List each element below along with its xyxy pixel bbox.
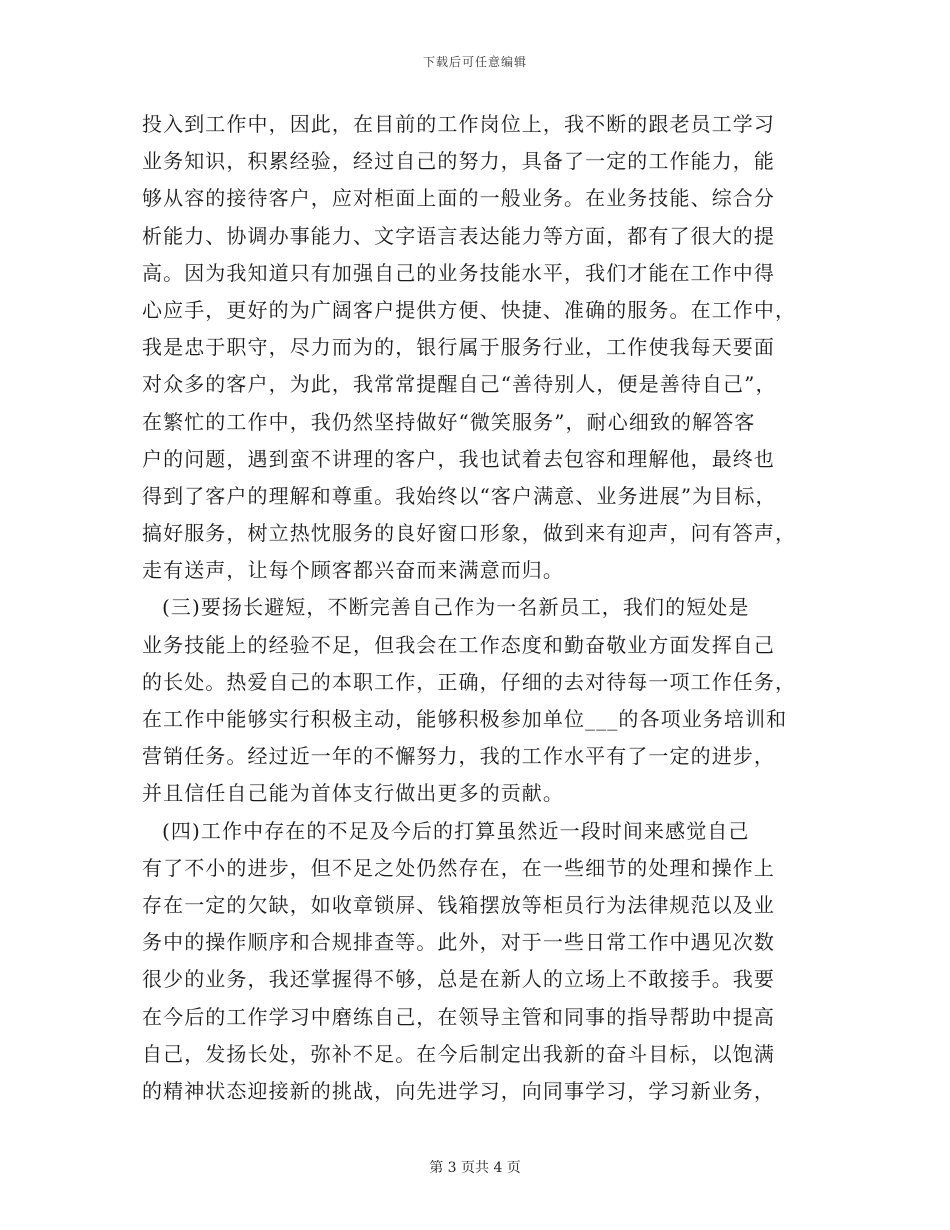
text-line: 我是忠于职守，尽力而为的，银行属于服务行业，工作使我每天要面 bbox=[142, 335, 775, 360]
text-line: 在繁忙的工作中，我仍然坚持做好“微笑服务”，耐心细致的解答客 bbox=[142, 409, 756, 434]
text-line: 业务技能上的经验不足，但我会在工作态度和勤奋敬业方面发挥自己 bbox=[142, 632, 775, 657]
text-line: 高。因为我知道只有加强自己的业务技能水平，我们才能在工作中得 bbox=[142, 260, 775, 285]
text-line: 析能力、协调办事能力、文字语言表达能力等方面，都有了很大的提 bbox=[142, 223, 775, 248]
paragraph-start-line: (三)要扬长避短，不断完善自己作为一名新员工，我们的短处是 bbox=[162, 595, 750, 620]
text-line: 有了不小的进步，但不足之处仍然存在，在一些细节的处理和操作上 bbox=[142, 855, 775, 880]
text-line: 得到了客户的理解和尊重。我始终以“客户满意、业务进展”为目标， bbox=[142, 483, 777, 508]
text-line: 够从容的接待客户，应对柜面上面的一般业务。在业务技能、综合分 bbox=[142, 186, 775, 211]
text-line: 对众多的客户，为此，我常常提醒自己“善待别人，便是善待自己”， bbox=[142, 372, 777, 397]
text-line: 投入到工作中，因此，在目前的工作岗位上，我不断的跟老员工学习 bbox=[142, 112, 775, 136]
text-line: 在今后的工作学习中磨练自己，在领导主管和同事的指导帮助中提高 bbox=[142, 1004, 775, 1029]
page-header: 下载后可任意编辑 bbox=[422, 55, 527, 69]
text-line: 户的问题，遇到蛮不讲理的客户，我也试着去包容和理解他，最终也 bbox=[142, 446, 775, 471]
text-line: 存在一定的欠缺，如收章锁屏、钱箱摆放等柜员行为法律规范以及业 bbox=[142, 892, 775, 917]
text-line: 心应手，更好的为广阔客户提供方便、快捷、准确的服务。在工作中， bbox=[142, 297, 797, 322]
text-line: 的长处。热爱自己的本职工作，正确，仔细的去对待每一项工作任务， bbox=[142, 669, 797, 694]
text-line: 业务知识，积累经验，经过自己的努力，具备了一定的工作能力，能 bbox=[142, 149, 775, 174]
page-footer: 第 3 页共 4 页 bbox=[429, 1160, 521, 1176]
paragraph-start-line: (四)工作中存在的不足及今后的打算虽然近一段时间来感觉自己 bbox=[162, 818, 750, 843]
text-line: 走有送声，让每个顾客都兴奋而来满意而归。 bbox=[142, 558, 564, 583]
document-body bbox=[142, 106, 810, 1110]
text-line: 在工作中能够实行积极主动，能够积极参加单位___的各项业务培训和 bbox=[142, 707, 788, 731]
text-line: 搞好服务，树立热忱服务的良好窗口形象，做到来有迎声，问有答声， bbox=[142, 521, 797, 546]
text-line: 务中的操作顺序和合规排查等。此外，对于一些日常工作中遇见次数 bbox=[142, 930, 775, 955]
text-line: 营销任务。经过近一年的不懈努力，我的工作水平有了一定的进步， bbox=[142, 744, 775, 769]
text-line: 并且信任自己能为首体支行做出更多的贡献。 bbox=[142, 781, 564, 806]
text-line: 的精神状态迎接新的挑战，向先进学习，向同事学习，学习新业务， bbox=[142, 1078, 775, 1103]
text-line: 很少的业务，我还掌握得不够，总是在新人的立场上不敢接手。我要 bbox=[142, 967, 775, 992]
text-line: 自己，发扬长处，弥补不足。在今后制定出我新的奋斗目标，以饱满 bbox=[142, 1041, 775, 1066]
